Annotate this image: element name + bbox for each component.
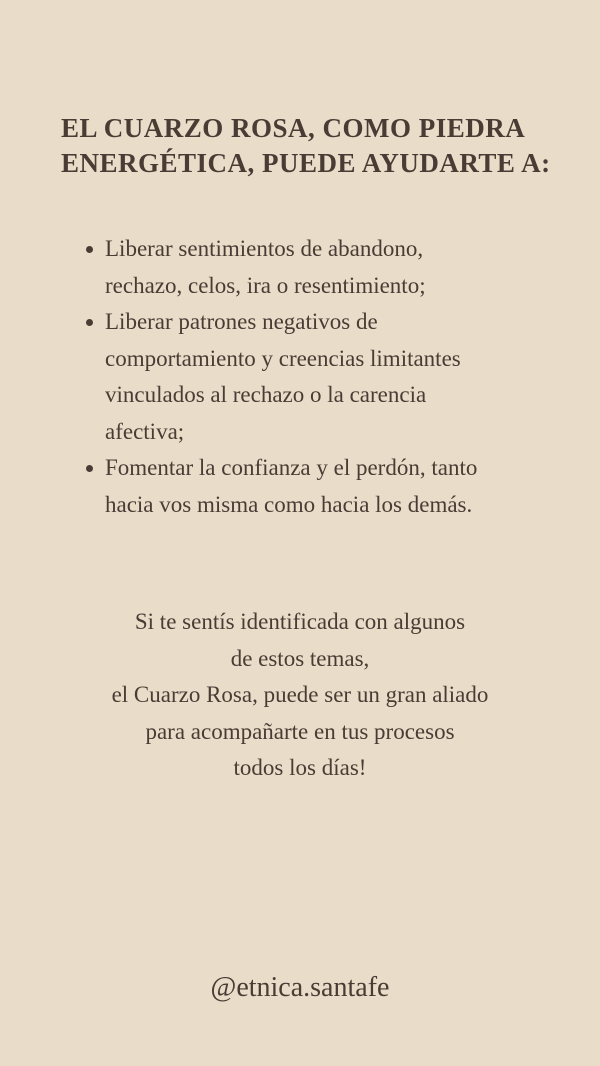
list-item-line: vinculados al rechazo o la carencia (105, 382, 427, 407)
list-item-line: Fomentar la confianza y el perdón, tanto (105, 455, 478, 480)
closing-line: de estos temas, (230, 645, 370, 671)
closing-line: para acompañarte en tus procesos (145, 718, 455, 744)
list-item-line: afectiva; (105, 418, 185, 444)
title-line: ENERGÉTICA, PUEDE AYUDARTE A: (61, 148, 551, 178)
benefits-list (105, 231, 555, 523)
list-item-line: comportamiento y creencias limitantes (105, 345, 461, 371)
title-line: EL CUARZO ROSA, COMO PIEDRA (61, 113, 526, 143)
list-item-line: rechazo, celos, ira o resentimiento; (105, 272, 426, 298)
list-item-line: Liberar patrones negativos de (105, 309, 378, 334)
list-item (105, 231, 555, 304)
list-item (105, 304, 555, 450)
closing-line: el Cuarzo Rosa, puede ser un gran aliado (111, 682, 489, 707)
page-title (61, 111, 561, 181)
list-item-line: hacia vos misma como hacia los demás. (105, 491, 473, 517)
social-handle: @etnica.santafe (210, 972, 390, 1003)
closing-line: todos los días! (233, 755, 367, 780)
closing-line: Si te sentís identificada con algunos (134, 609, 466, 634)
list-item-line: Liberar sentimientos de abandono, (105, 236, 424, 261)
list-item (105, 450, 555, 523)
closing-message (0, 604, 600, 787)
